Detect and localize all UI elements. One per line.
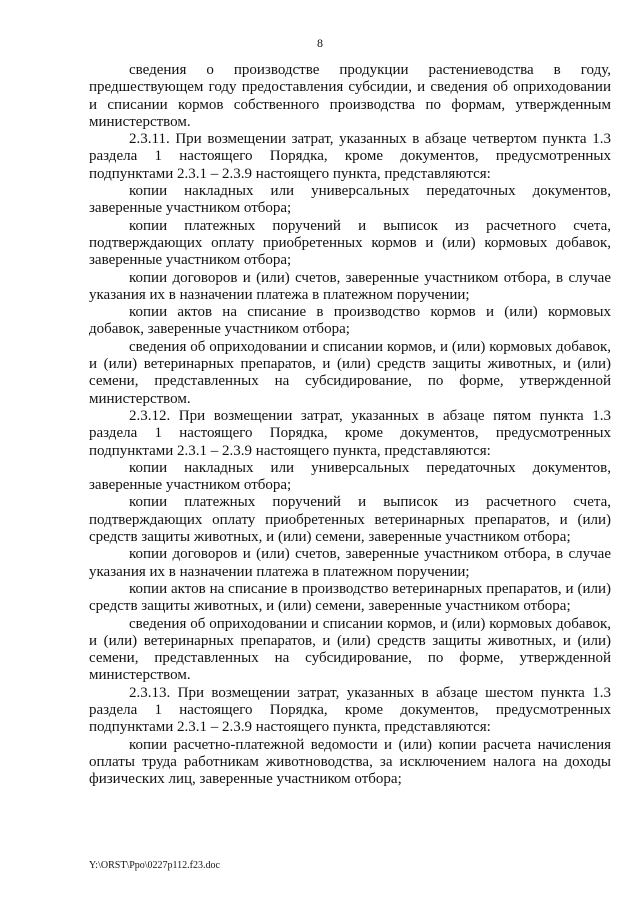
page-number: 8 [317, 36, 323, 50]
paragraph-1: сведения о производстве продукции растениеводства в году, предшествующем году предоставления субсидии, и сведения об оприходовании и списании кормов собственного производства по формам, утвержденным министерством. [89, 62, 611, 130]
paragraph-13: сведения об оприходовании и списании кормов, и (или) кормовых добавок, и (или) ветеринарных препаратов, и (или) средств защиты животных, и (или) семени, представленных на субсидирование, по форме, утвержденной министерством. [89, 615, 611, 684]
paragraph-8: 2.3.12. При возмещении затрат, указанных в абзаце пятом пункта 1.3 раздела 1 настоящего Порядка, кроме документов, предусмотренных подпунктами 2.3.1 – 2.3.9 настоящего пункта, представляются: [89, 407, 611, 459]
paragraph-12: копии актов на списание в производство ветеринарных препаратов, и (или) средств защиты животных, и (или) семени, заверенные участником отбора; [89, 580, 611, 615]
paragraph-11: копии договоров и (или) счетов, заверенные участником отбора, в случае указания их в назначении платежа в платежном поручении; [89, 546, 611, 580]
paragraph-10: копии платежных поручений и выписок из расчетного счета, подтверждающих оплату приобретенных ветеринарных препаратов, и (или) средств защиты животных, и (или) семени, заверенные участником отбора; [89, 494, 611, 546]
paragraph-7: сведения об оприходовании и списании кормов, и (или) кормовых добавок, и (или) ветеринарных препаратов, и (или) средств защиты животных, и (или) семени, представленных на субсидирование, по форме, утвержденной министерством. [89, 338, 611, 407]
paragraph-4: копии платежных поручений и выписок из расчетного счета, подтверждающих оплату приобретенных кормов и (или) кормовых добавок, заверенные участником отбора; [89, 217, 611, 269]
paragraph-9: копии накладных или универсальных передаточных документов, заверенные участником отбора; [89, 459, 611, 494]
paragraph-14: 2.3.13. При возмещении затрат, указанных в абзаце шестом пункта 1.3 раздела 1 настоящего Порядка, кроме документов, предусмотренных подпунктами 2.3.1 – 2.3.9 настоящего пункта, представляются: [89, 684, 611, 736]
paragraph-3: копии накладных или универсальных передаточных документов, заверенные участником отбора; [89, 183, 611, 217]
paragraph-6: копии актов на списание в производство кормов и (или) кормовых добавок, заверенные участником отбора; [89, 304, 611, 338]
paragraph-5: копии договоров и (или) счетов, заверенные участником отбора, в случае указания их в назначении платежа в платежном поручении; [89, 269, 611, 303]
paragraph-15: копии расчетно-платежной ведомости и (или) копии расчета начисления оплаты труда работникам животноводства, за исключением налога на доходы физических лиц, заверенные участником отбора; [89, 736, 611, 788]
paragraph-2: 2.3.11. При возмещении затрат, указанных в абзаце четвертом пункта 1.3 раздела 1 настоящего Порядка, кроме документов, предусмотренных подпунктами 2.3.1 – 2.3.9 настоящего пункта, представляются: [89, 131, 611, 182]
document-body [89, 62, 611, 788]
footer-file-path: Y:\ORST\Ppo\0227p112.f23.doc [89, 860, 220, 871]
